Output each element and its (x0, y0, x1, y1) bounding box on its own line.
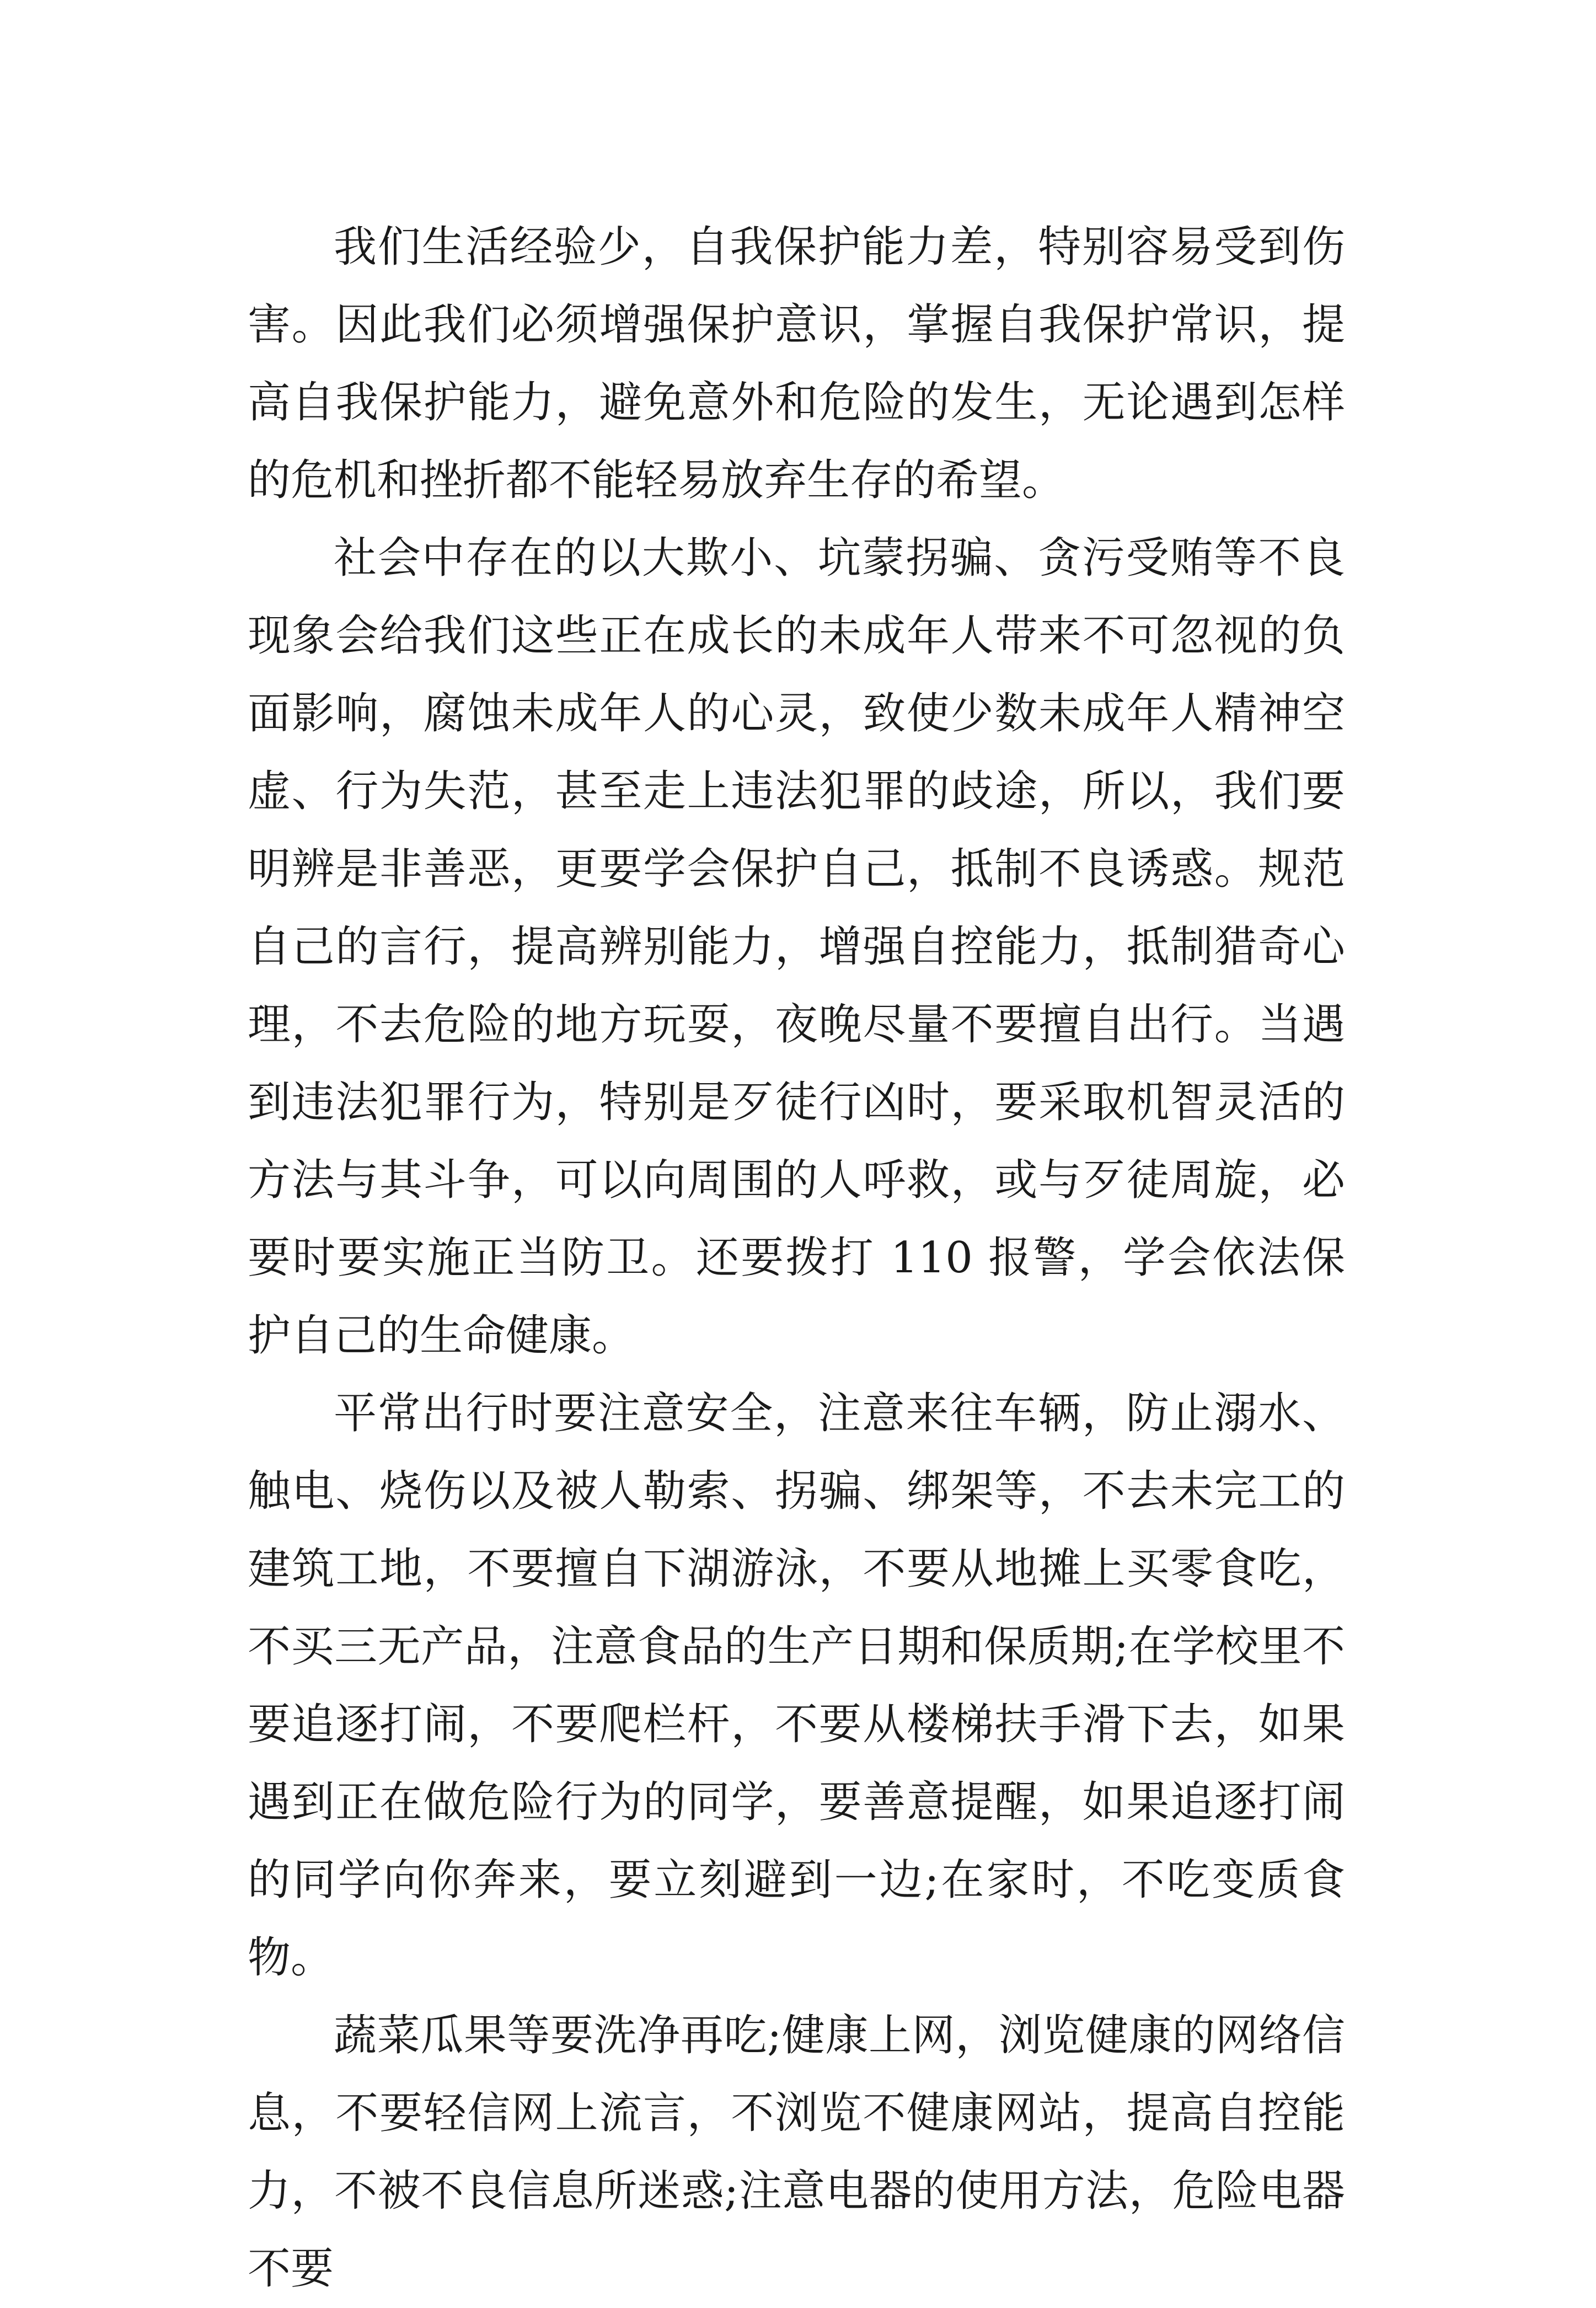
paragraph-social-influence: 社会中存在的以大欺小、坑蒙拐骗、贪污受贿等不良现象会给我们这些正在成长的未成年人带来不可忽视的负面影响，腐蚀未成年人的心灵，致使少数未成年人精神空虚、行为失范，甚至走上违法犯罪的歧途，所以，我们要明辨是非善恶，更要学会保护自己，抵制不良诱惑。规范自己的言行，提高辨别能力，增强自控能力，抵制猎奇心理，不去危险的地方玩耍，夜晚尽量不要擅自出行。当遇到违法犯罪行为，特别是歹徒行凶时，要采取机智灵活的方法与其斗争，可以向周围的人呼救，或与歹徒周旋，必要时要实施正当防卫。还要拨打 110 报警，学会依法保护自己的生命健康。 (248, 533, 1345, 1361)
paragraph-self-protection: 我们生活经验少，自我保护能力差，特别容易受到伤害。因此我们必须增强保护意识，掌握自我保护常识，提高自我保护能力，避免意外和危险的发生，无论遇到怎样的危机和挫折都不能轻易放弃生存的希望。 (248, 222, 1345, 505)
paragraph-daily-safety: 平常出行时要注意安全，注意来往车辆，防止溺水、触电、烧伤以及被人勒索、拐骗、绑架等，不去未完工的建筑工地，不要擅自下湖游泳，不要从地摊上买零食吃，不买三无产品，注意食品的生产日期和保质期;在学校里不要追逐打闹，不要爬栏杆，不要从楼梯扶手滑下去，如果遇到正在做危险行为的同学，要善意提醒，如果追逐打闹的同学向你奔来，要立刻避到一边;在家时，不吃变质食物。 (248, 1389, 1345, 1983)
paragraph-food-internet-safety: 蔬菜瓜果等要洗净再吃;健康上网，浏览健康的网络信息，不要轻信网上流言，不浏览不健康网站，提高自控能力，不被不良信息所迷惑;注意电器的使用方法，危险电器不要 (248, 2011, 1345, 2294)
document-body (248, 208, 1345, 2308)
